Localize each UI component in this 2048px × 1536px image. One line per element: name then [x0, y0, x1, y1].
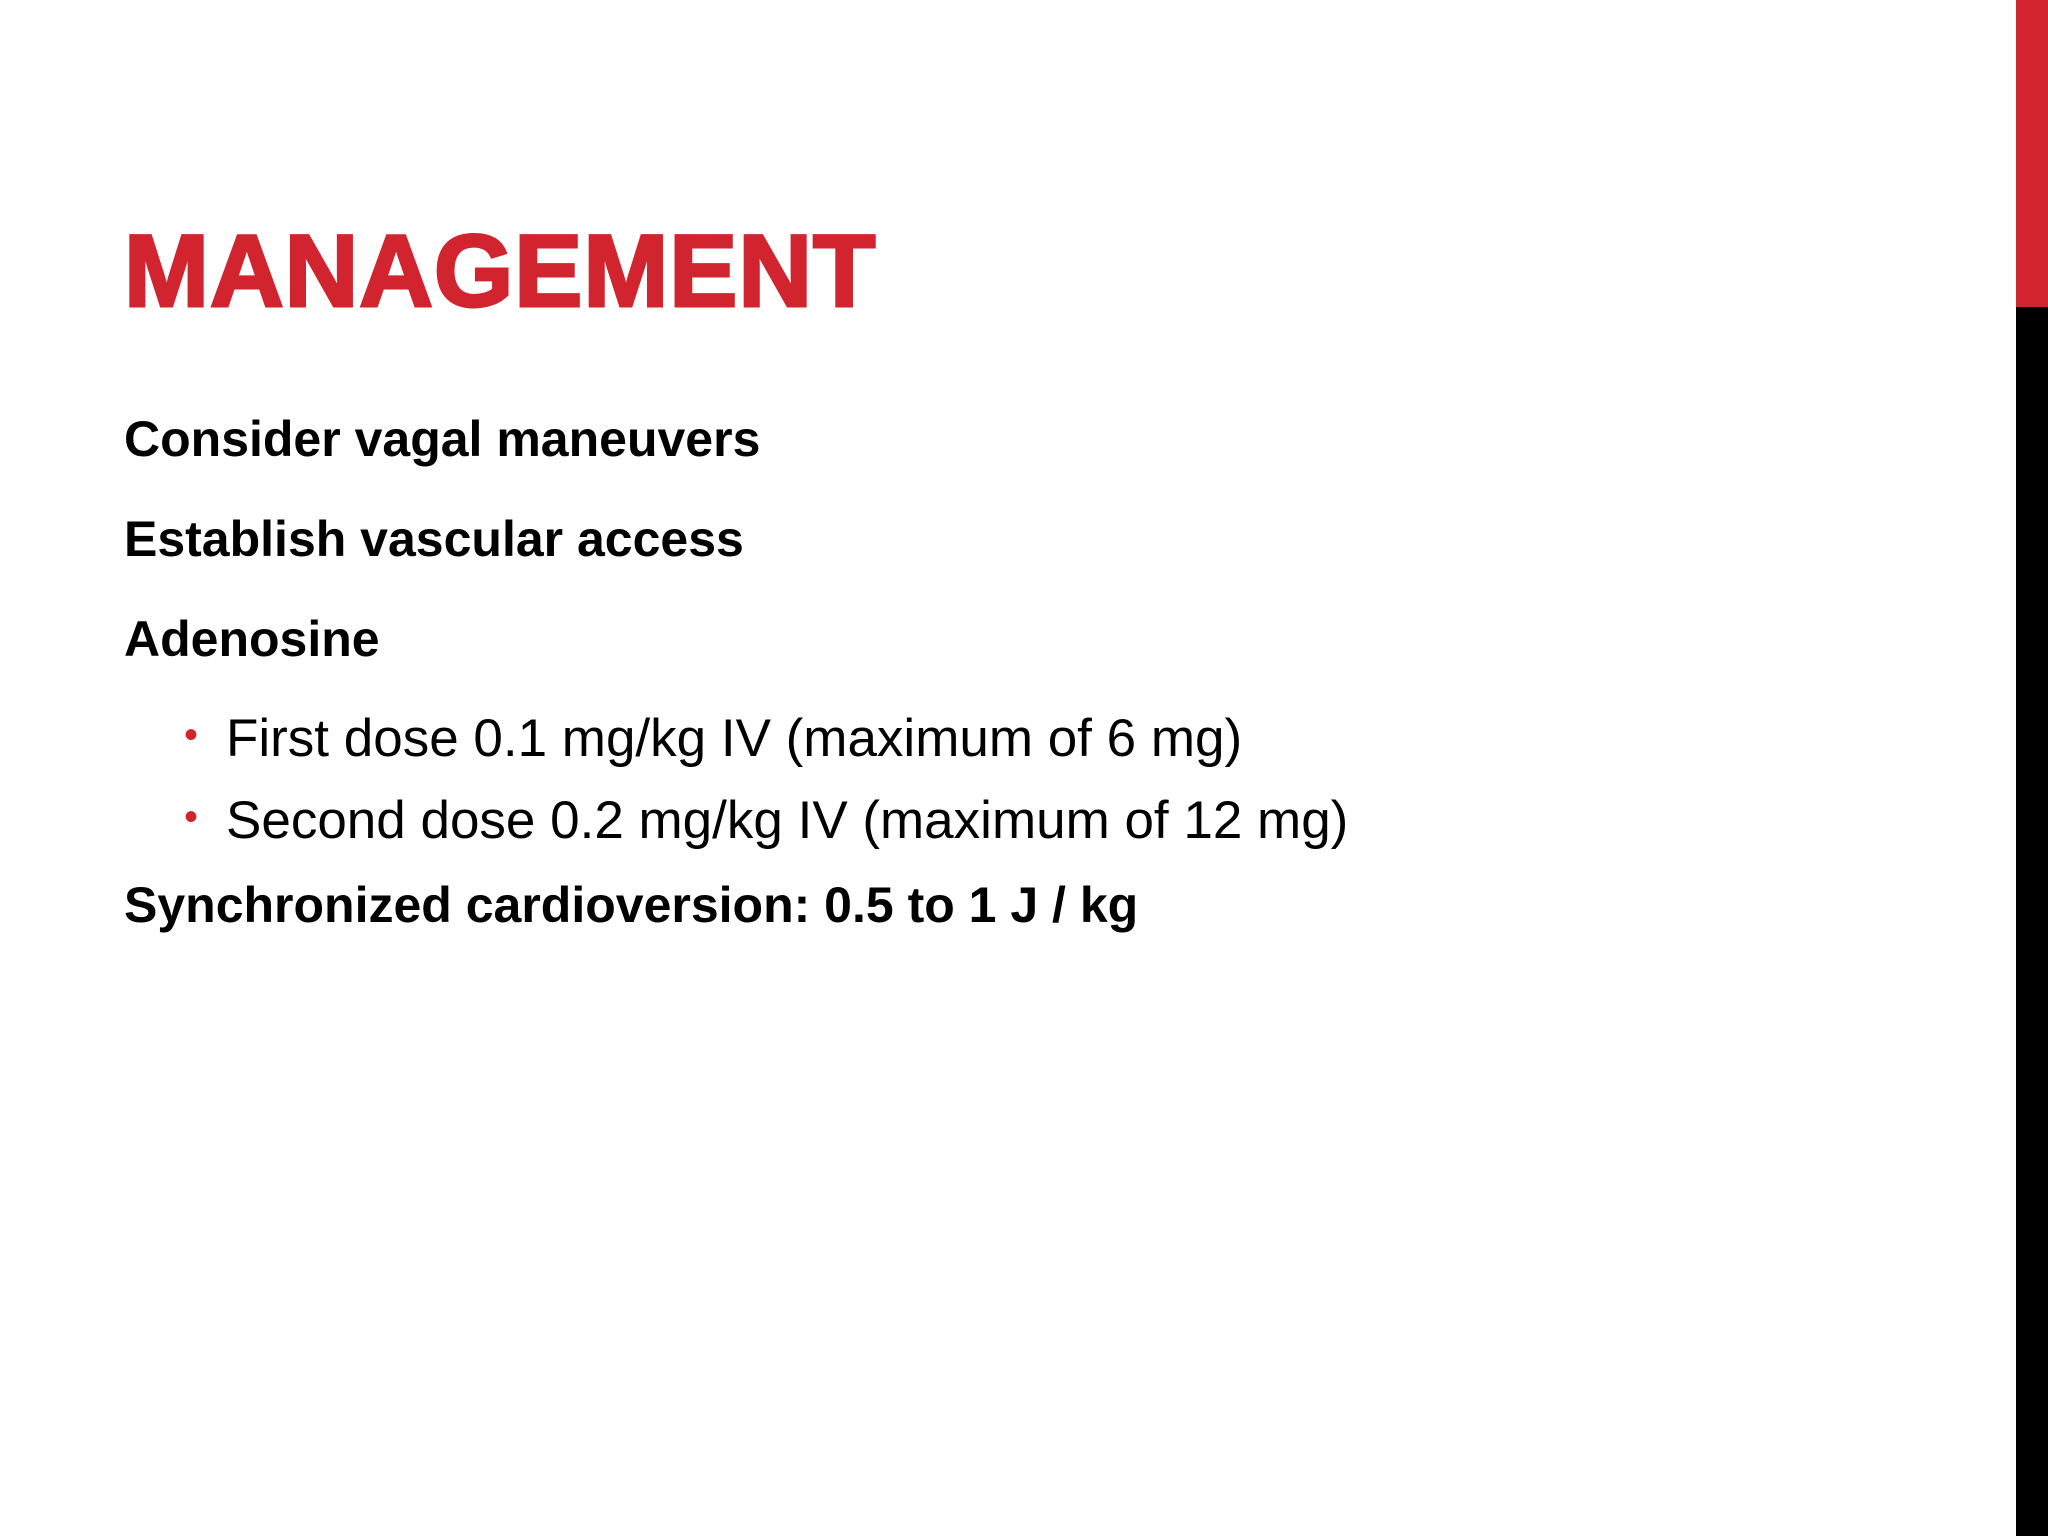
sub-item-second-dose [184, 790, 1348, 851]
list-item-vascular-access: Establish vascular access [124, 511, 744, 567]
sub-item-first-dose [184, 708, 1242, 769]
list-item-adenosine: Adenosine [124, 611, 380, 667]
side-accent-bar-dark [2016, 307, 2048, 1536]
list-item-vagal-maneuvers: Consider vagal maneuvers [124, 411, 761, 467]
slide-title: MANAGEMENT [124, 214, 877, 328]
bullet-icon: • [184, 713, 199, 757]
side-accent-bar-red [2016, 0, 2048, 307]
bullet-icon: • [184, 795, 199, 839]
list-item-cardioversion: Synchronized cardioversion: 0.5 to 1 J / kg [124, 877, 1139, 933]
sub-item-first-dose-text: First dose 0.1 mg/kg IV (maximum of 6 mg) [226, 709, 1243, 768]
sub-item-second-dose-text: Second dose 0.2 mg/kg IV (maximum of 12 mg) [226, 791, 1349, 850]
